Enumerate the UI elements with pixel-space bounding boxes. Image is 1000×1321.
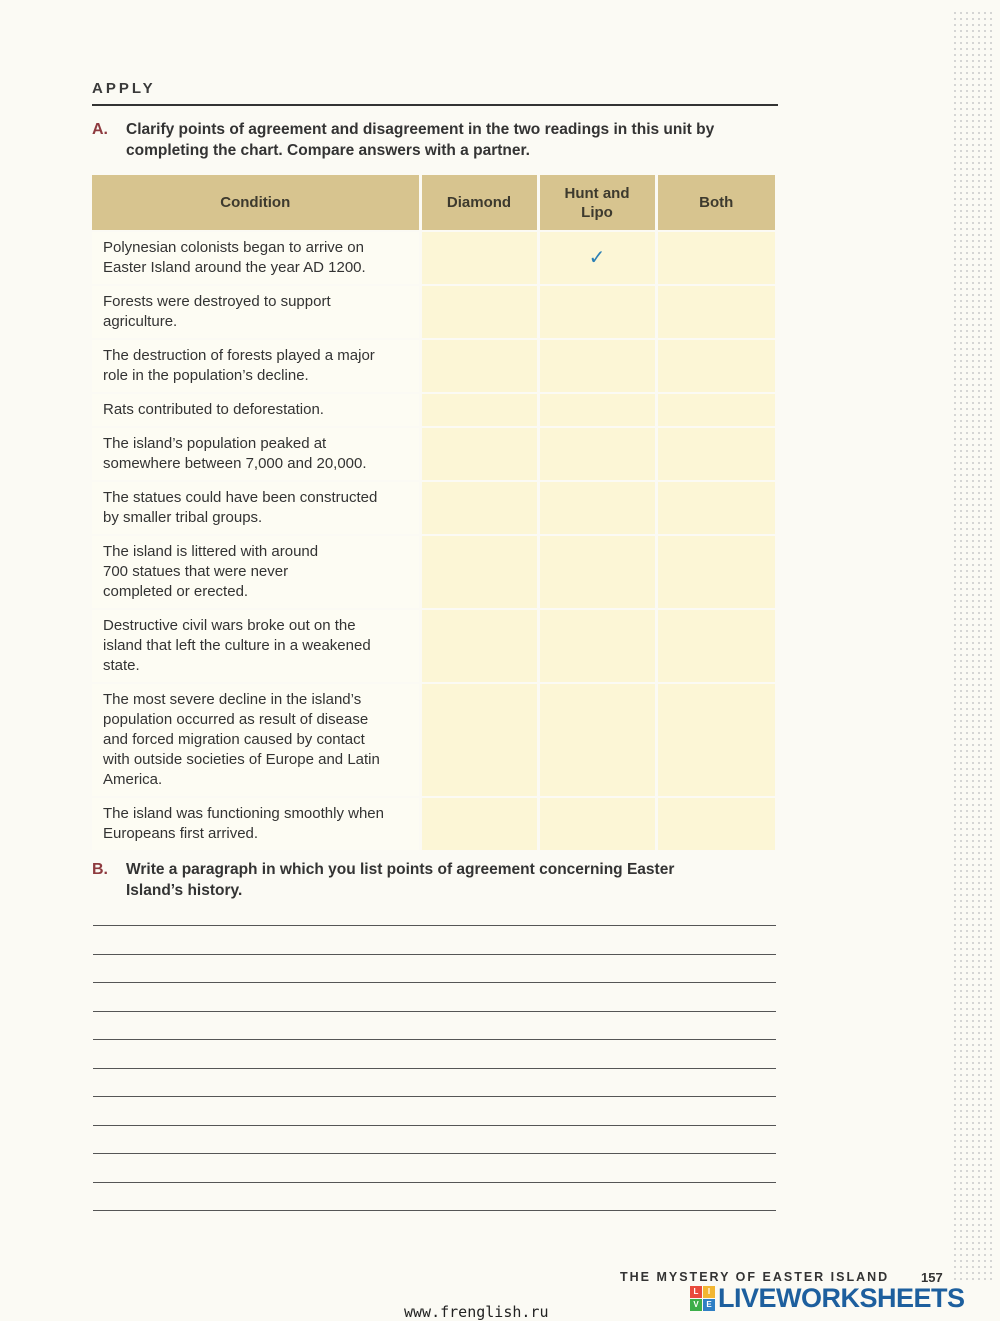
- chart-row: [92, 481, 775, 535]
- chart-row: [92, 427, 775, 481]
- liveworksheets-logo: [690, 1283, 990, 1313]
- header-hunt-lipo: Hunt and Lipo: [538, 175, 656, 231]
- condition-cell: [92, 285, 420, 339]
- condition-text: Forests were destroyed to support agriculture.: [103, 293, 331, 330]
- writing-line[interactable]: [93, 954, 776, 955]
- instruction-a-letter: A.: [92, 121, 108, 138]
- hunt-lipo-cell[interactable]: [538, 797, 656, 851]
- condition-cell: [92, 481, 420, 535]
- both-cell[interactable]: [656, 797, 775, 851]
- diamond-cell[interactable]: [420, 427, 538, 481]
- condition-cell: [92, 535, 420, 609]
- both-cell[interactable]: [656, 427, 775, 481]
- both-cell[interactable]: [656, 683, 775, 797]
- both-cell[interactable]: [656, 393, 775, 427]
- writing-line[interactable]: [93, 1011, 776, 1012]
- title-rule: [92, 104, 778, 106]
- chart-header-row: [92, 175, 775, 231]
- diamond-cell[interactable]: [420, 683, 538, 797]
- both-cell[interactable]: [656, 481, 775, 535]
- condition-cell: [92, 797, 420, 851]
- diamond-cell[interactable]: [420, 339, 538, 393]
- chart-row: [92, 797, 775, 851]
- chapter-title: THE MYSTERY OF EASTER ISLAND: [620, 1270, 890, 1284]
- chart-row: [92, 285, 775, 339]
- condition-text: Polynesian colonists began to arrive on Easter Island around the year AD 1200.: [103, 239, 366, 276]
- writing-line[interactable]: [93, 1125, 776, 1126]
- writing-line[interactable]: [93, 982, 776, 983]
- both-cell[interactable]: [656, 231, 775, 285]
- diamond-cell[interactable]: [420, 393, 538, 427]
- logo-letter-v: V: [690, 1299, 702, 1311]
- chart-row: [92, 231, 775, 285]
- logo-grid-icon: [690, 1286, 714, 1310]
- diamond-cell[interactable]: [420, 481, 538, 535]
- instruction-b-letter: B.: [92, 861, 108, 878]
- chart-row: [92, 535, 775, 609]
- section-title: APPLY: [92, 80, 156, 97]
- condition-text: The island was functioning smoothly when Europeans first arrived.: [103, 805, 384, 842]
- both-cell[interactable]: [656, 535, 775, 609]
- hunt-lipo-cell[interactable]: [538, 609, 656, 683]
- header-both: Both: [656, 175, 775, 231]
- condition-text: The island’s population peaked at somewhere between 7,000 and 20,000.: [103, 435, 367, 472]
- diamond-cell[interactable]: [420, 535, 538, 609]
- hunt-lipo-cell[interactable]: [538, 285, 656, 339]
- chart-row: [92, 339, 775, 393]
- hunt-lipo-cell[interactable]: ✓: [538, 231, 656, 285]
- condition-cell: [92, 683, 420, 797]
- both-cell[interactable]: [656, 609, 775, 683]
- chart-row: [92, 609, 775, 683]
- instruction-b: [92, 859, 792, 905]
- condition-cell: [92, 339, 420, 393]
- writing-line[interactable]: [93, 1039, 776, 1040]
- hunt-lipo-cell[interactable]: [538, 339, 656, 393]
- header-diamond: Diamond: [420, 175, 538, 231]
- hunt-lipo-cell[interactable]: [538, 683, 656, 797]
- hunt-lipo-cell[interactable]: [538, 535, 656, 609]
- diamond-cell[interactable]: [420, 231, 538, 285]
- logo-letter-e: E: [703, 1299, 715, 1311]
- source-url: www.frenglish.ru: [404, 1303, 549, 1321]
- condition-text: Destructive civil wars broke out on the island that left the culture in a weakened state.: [103, 617, 371, 674]
- condition-cell: [92, 393, 420, 427]
- writing-line[interactable]: [93, 1068, 776, 1069]
- condition-cell: [92, 609, 420, 683]
- diamond-cell[interactable]: [420, 285, 538, 339]
- condition-text: Rats contributed to deforestation.: [103, 401, 324, 418]
- header-condition: Condition: [92, 175, 420, 231]
- both-cell[interactable]: [656, 339, 775, 393]
- chart-row: [92, 393, 775, 427]
- logo-letter-l: L: [690, 1286, 702, 1298]
- dotted-margin: [952, 10, 996, 1280]
- writing-line[interactable]: [93, 1182, 776, 1183]
- condition-cell: [92, 427, 420, 481]
- chart-row: [92, 683, 775, 797]
- writing-line[interactable]: [93, 1210, 776, 1211]
- instruction-a-text: Clarify points of agreement and disagreement in the two readings in this unit by completing the chart. Compare answers with a partner.: [126, 121, 715, 159]
- diamond-cell[interactable]: [420, 797, 538, 851]
- condition-cell: [92, 231, 420, 285]
- both-cell[interactable]: [656, 285, 775, 339]
- logo-letter-i: I: [703, 1286, 715, 1298]
- hunt-lipo-cell[interactable]: [538, 393, 656, 427]
- writing-line[interactable]: [93, 1096, 776, 1097]
- page-number: 157: [921, 1270, 943, 1285]
- instruction-a: [92, 119, 792, 165]
- hunt-lipo-cell[interactable]: [538, 481, 656, 535]
- condition-text: The island is littered with around 700 statues that were never completed or erected.: [103, 543, 319, 600]
- condition-text: The most severe decline in the island’s population occurred as result of disease and forced migration caused by contact with outside societies of Europe and Latin America.: [103, 691, 380, 788]
- condition-text: The statues could have been constructed by smaller tribal groups.: [103, 489, 378, 526]
- logo-text: LIVEWORKSHEETS: [718, 1283, 965, 1313]
- instruction-b-text: Write a paragraph in which you list points of agreement concerning Easter Island’s history.: [126, 861, 675, 899]
- writing-line[interactable]: [93, 925, 776, 926]
- writing-line[interactable]: [93, 1153, 776, 1154]
- condition-text: The destruction of forests played a major role in the population’s decline.: [103, 347, 375, 384]
- comparison-chart: [92, 175, 775, 852]
- diamond-cell[interactable]: [420, 609, 538, 683]
- hunt-lipo-cell[interactable]: [538, 427, 656, 481]
